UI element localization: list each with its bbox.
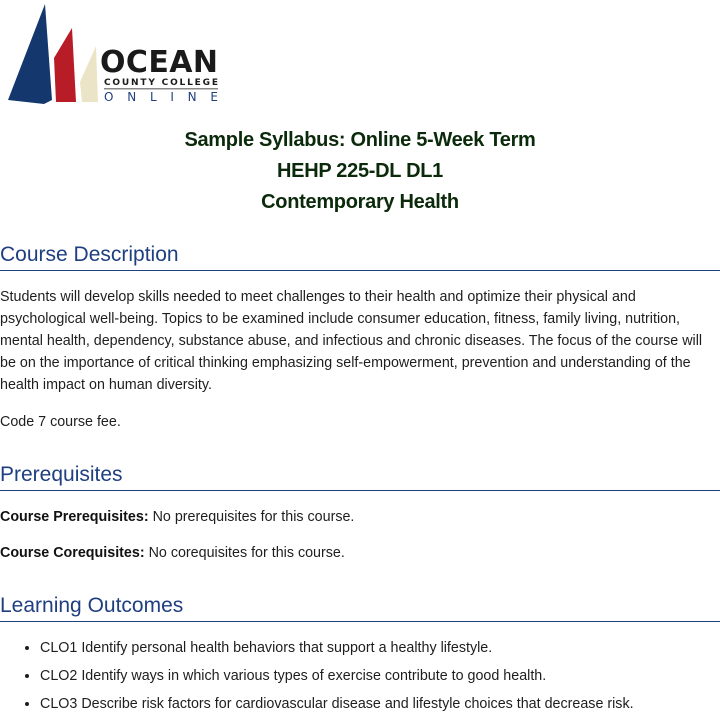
list-item: • CLO2 Identify ways in which various types of exercise contribute to good health. (40, 662, 634, 690)
svg-text:OCEAN: OCEAN (100, 45, 218, 80)
prerequisites-heading: Prerequisites (0, 462, 720, 491)
learning-outcomes-heading: Learning Outcomes (0, 593, 720, 622)
list-item: • CLO3 Describe risk factors for cardiovascular disease and lifestyle choices that decrease risk. (40, 690, 634, 718)
learning-outcomes-list (0, 634, 634, 718)
prereq-value: No prerequisites for this course. (148, 509, 355, 525)
coreq-value: No corequisites for this course. (144, 545, 345, 561)
coreq-label: Course Corequisites: (0, 545, 145, 561)
course-name: Contemporary Health (261, 191, 459, 213)
course-code: HEHP 225-DL DL1 (277, 160, 443, 182)
course-fee: Code 7 course fee. (0, 414, 121, 430)
list-item: • CLO1 Identify personal health behaviors that support a healthy lifestyle. (40, 634, 634, 662)
course-description-text: Students will develop skills needed to meet challenges to their health and optimize their physical and psychological well-being. Topics to be examined include consumer education, fitness, family living, nutrition, mental health, dependency, substance abuse, and infectious and chronic diseases. The focus of the course will be on the importance of critical thinking emphasizing self-empowerment, prevention and understanding of the health impact on human diversity. (0, 289, 703, 393)
title-line: Sample Syllabus: Online 5-Week Term (184, 129, 536, 151)
prerequisites-text (0, 506, 718, 528)
ocean-county-college-online-logo (4, 2, 220, 106)
syllabus-title (0, 125, 720, 218)
corequisites-text (0, 542, 718, 564)
course-description-heading: Course Description (0, 242, 720, 271)
prereq-label: Course Prerequisites: (0, 509, 149, 525)
svg-text:ONLINE: ONLINE (104, 90, 218, 104)
svg-text:COUNTY COLLEGE: COUNTY COLLEGE (104, 78, 218, 88)
